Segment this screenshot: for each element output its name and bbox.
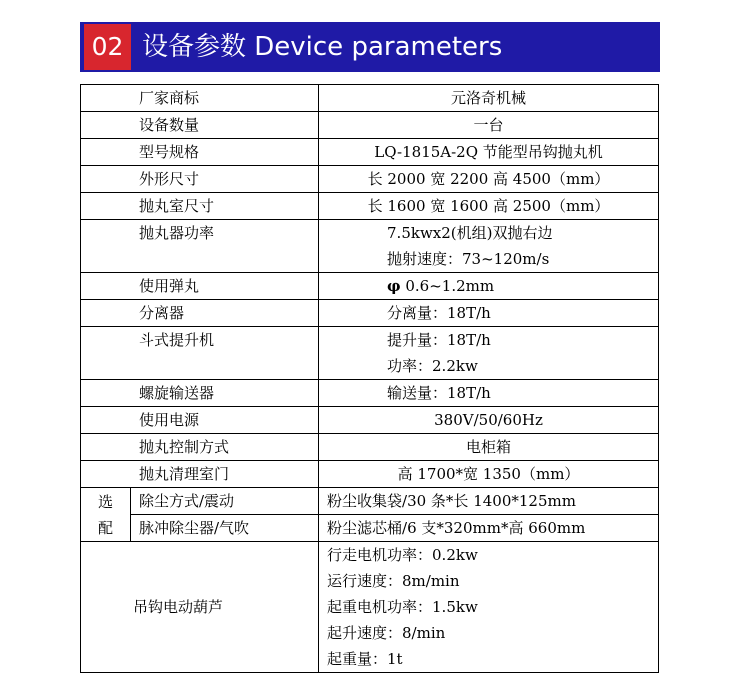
row-label: 抛丸器功率 <box>81 220 319 273</box>
value-line: 提升量：18T/h <box>387 331 491 349</box>
row-label: 吊钩电动葫芦 <box>81 542 319 673</box>
value-line: 运行速度：8m/min <box>327 572 460 590</box>
table-row <box>81 434 659 461</box>
value-line: 抛射速度：73~120m/s <box>387 250 550 268</box>
phi-symbol: φ <box>387 277 401 295</box>
table-row <box>81 273 659 300</box>
row-label: 抛丸清理室门 <box>81 461 319 488</box>
value-line: 起重量：1t <box>327 650 403 668</box>
row-label: 斗式提升机 <box>81 327 319 380</box>
row-value: 长 1600 宽 1600 高 2500（mm） <box>319 193 659 220</box>
row-label: 脉冲除尘器/气吹 <box>131 515 319 542</box>
row-label: 抛丸控制方式 <box>81 434 319 461</box>
row-label: 型号规格 <box>81 139 319 166</box>
section-title: 设备参数 Device parameters <box>142 32 503 62</box>
row-value <box>319 220 659 273</box>
table-row <box>81 166 659 193</box>
row-value: 元洛奇机械 <box>319 85 659 112</box>
section-banner <box>80 22 660 72</box>
table-row <box>81 193 659 220</box>
row-label: 分离器 <box>81 300 319 327</box>
table-row <box>81 85 659 112</box>
table-row <box>81 515 659 542</box>
side-char: 选 <box>97 492 113 511</box>
row-label: 设备数量 <box>81 112 319 139</box>
value-line: 7.5kwx2(机组)双抛右边 <box>387 224 553 242</box>
row-value: 电柜箱 <box>319 434 659 461</box>
table-row <box>81 380 659 407</box>
row-label: 除尘方式/震动 <box>131 488 319 515</box>
parameter-table <box>80 84 659 673</box>
row-label: 螺旋输送器 <box>81 380 319 407</box>
table-row <box>81 139 659 166</box>
value-line: 行走电机功率：0.2kw <box>327 546 478 564</box>
table-row <box>81 488 659 515</box>
table-row <box>81 327 659 380</box>
row-label: 使用弹丸 <box>81 273 319 300</box>
row-label: 抛丸室尺寸 <box>81 193 319 220</box>
row-label: 厂家商标 <box>81 85 319 112</box>
row-value <box>319 327 659 380</box>
row-value: 长 2000 宽 2200 高 4500（mm） <box>319 166 659 193</box>
row-value: 一台 <box>319 112 659 139</box>
table-row <box>81 112 659 139</box>
side-char: 配 <box>97 518 113 537</box>
row-value: LQ-1815A-2Q 节能型吊钩抛丸机 <box>319 139 659 166</box>
optional-side-label <box>81 488 131 542</box>
shot-size: 0.6~1.2mm <box>400 277 495 295</box>
row-value <box>319 273 659 300</box>
row-value: 分离量：18T/h <box>319 300 659 327</box>
value-line: 起升速度：8/min <box>327 624 446 642</box>
table-row <box>81 300 659 327</box>
value-line: 功率：2.2kw <box>387 357 478 375</box>
table-row <box>81 407 659 434</box>
table-row <box>81 220 659 273</box>
table-row <box>81 461 659 488</box>
row-value: 输送量：18T/h <box>319 380 659 407</box>
value-line: 起重电机功率：1.5kw <box>327 598 478 616</box>
section-number: 02 <box>84 24 131 70</box>
table-row <box>81 542 659 673</box>
row-value: 粉尘滤芯桶/6 支*320mm*高 660mm <box>319 515 659 542</box>
row-value: 高 1700*宽 1350（mm） <box>319 461 659 488</box>
row-value: 380V/50/60Hz <box>319 407 659 434</box>
row-label: 使用电源 <box>81 407 319 434</box>
row-value: 粉尘收集袋/30 条*长 1400*125mm <box>319 488 659 515</box>
row-value <box>319 542 659 673</box>
row-label: 外形尺寸 <box>81 166 319 193</box>
